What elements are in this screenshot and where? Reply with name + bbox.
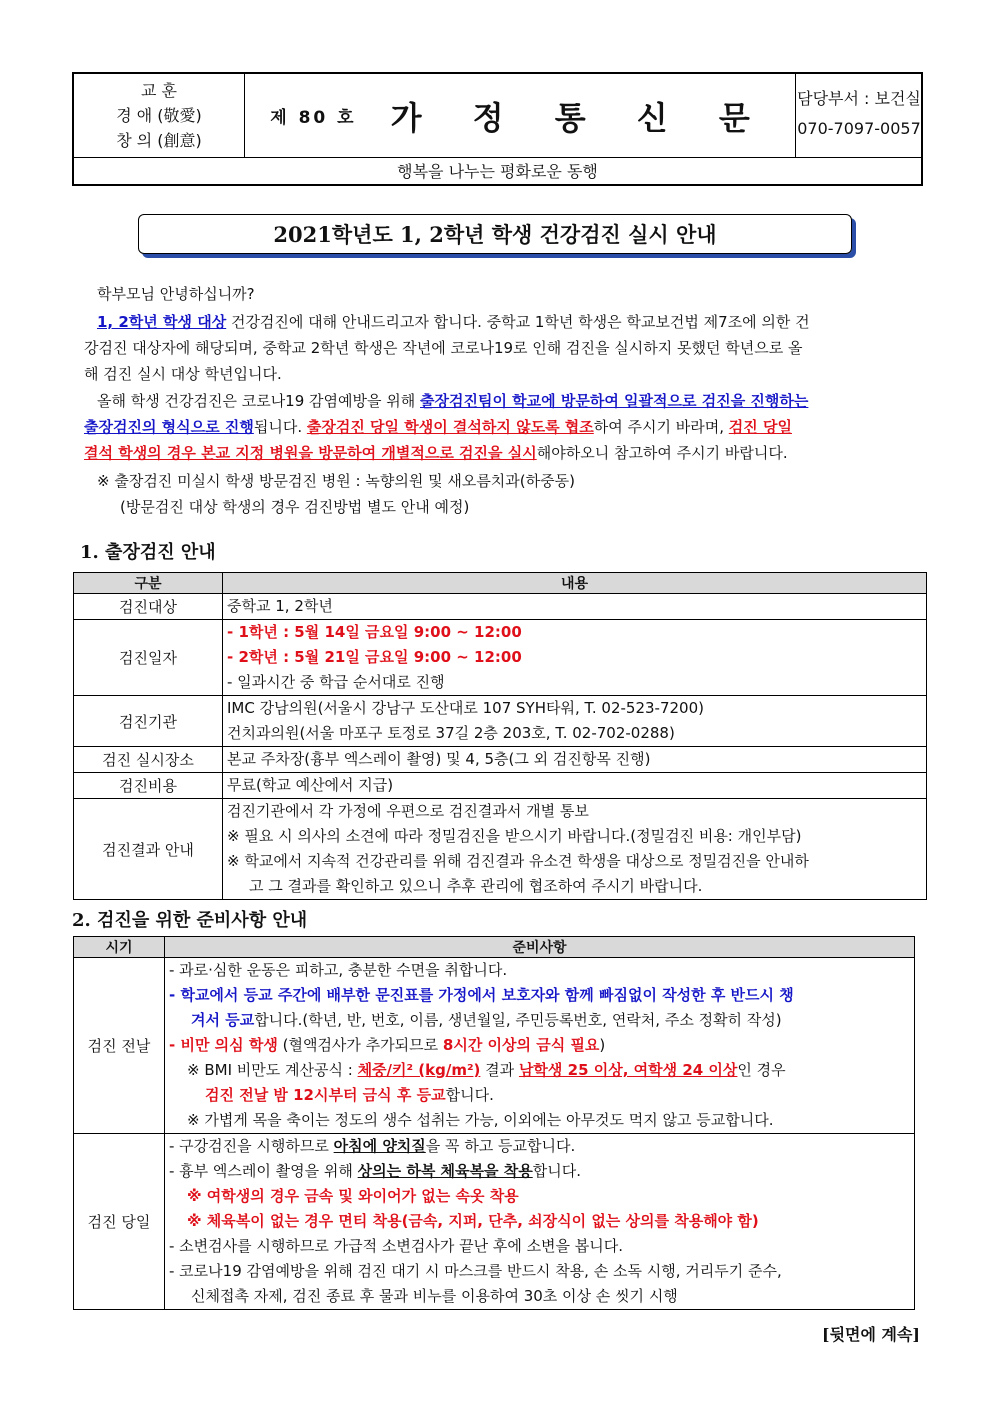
row-label: 검진 전날	[74, 958, 165, 1134]
cell-value: 무료(학교 예산에서 지급)	[223, 773, 927, 799]
prep-line	[169, 1058, 910, 1083]
highlight-underline: 아침에 양치질	[333, 1137, 426, 1155]
prep-line: - 과로·심한 운동은 피하고, 충분한 수면을 취합니다.	[169, 961, 508, 979]
highlight-red: 출장검진 당일 학생이 결석하지 않도록 협조	[306, 418, 594, 436]
highlight-underline: 상의는 하복 체육복을 착용	[357, 1162, 533, 1180]
note-line-2: (방문검진 대상 학생의 경우 검진방법 별도 안내 예정)	[120, 498, 470, 516]
result-line: ※ 학교에서 지속적 건강관리를 위해 검진결과 유소견 학생을 대상으로 정밀검진을 안내하	[227, 852, 809, 870]
intro-line-1	[97, 311, 937, 332]
result-line: 고 그 결과를 확인하고 있으니 추후 관리에 협조하여 주시기 바랍니다.	[249, 877, 703, 895]
continued-note: [뒷면에 계속]	[822, 1325, 920, 1344]
motto-title: 교 훈	[141, 81, 177, 100]
intro-text: 해야하오니 참고하여 주시기 바랍니다.	[536, 444, 788, 462]
intro-text: 됩니다.	[253, 418, 307, 436]
phone-number: 070-7097-0057	[797, 119, 921, 138]
before-cell	[165, 958, 915, 1134]
intro-line-2: 강검진 대상자에 해당되며, 중학교 2학년 학생은 작년에 코로나19로 인해 검진을 실시하지 못했던 학년으로 올	[84, 339, 803, 357]
issue-number: 제 80 호	[270, 108, 357, 128]
highlight-red: 결석 학생의 경우 본교 지정 병원을 방문하여 개별적으로 검진을 실시	[84, 444, 537, 462]
newsletter-name: 가 정 통 신 문	[390, 98, 770, 137]
cell-value: 본교 주차장(흉부 엑스레이 촬영) 및 4, 5층(그 외 검진항목 진행)	[223, 747, 927, 773]
prep-line	[169, 1033, 910, 1058]
row-label: 검진기관	[74, 696, 223, 747]
column-header: 준비사항	[165, 937, 915, 958]
row-label: 검진대상	[74, 594, 223, 620]
department: 담당부서 : 보건실	[797, 89, 921, 108]
motto-line-1: 경 애 (敬愛)	[116, 106, 202, 125]
highlight-red: 검진 전날 밤 12시부터 금식 후 등교	[205, 1086, 446, 1104]
motto-line-2: 창 의 (創意)	[116, 131, 202, 150]
column-header: 시기	[74, 937, 165, 958]
note-line-1: ※ 출장검진 미실시 학생 방문검진 병원 : 녹향의원 및 새오름치과(하중동)	[97, 472, 575, 490]
prep-text: 합니다.	[532, 1162, 581, 1180]
org-line: 건치과의원(서울 마포구 토정로 37길 2층 203호, T. 02-702-0288)	[227, 724, 675, 742]
newsletter-title-cell	[245, 74, 796, 157]
prep-line	[169, 1159, 910, 1184]
prep-line: ※ 체육복이 없는 경우 면티 착용(금속, 지퍼, 단추, 쇠장식이 없는 상의를 착용해야 함)	[187, 1212, 759, 1230]
prep-line: ※ 가볍게 목을 축이는 정도의 생수 섭취는 가능, 이외에는 아무것도 먹지 않고 등교합니다.	[187, 1111, 774, 1129]
date-line: - 일과시간 중 학급 순서대로 진행	[227, 673, 445, 691]
org-line: IMC 강남의원(서울시 강남구 도산대로 107 SYH타워, T. 02-523-7200)	[227, 699, 704, 717]
prep-line: - 코로나19 감염예방을 위해 검진 대기 시 마스크를 반드시 착용, 손 소독 시행, 거리두기 준수,	[169, 1262, 782, 1280]
intro-line-6	[84, 442, 924, 463]
prep-text: )	[599, 1036, 606, 1054]
date-line: - 1학년 : 5월 14일 금요일 9:00 ~ 12:00	[227, 623, 522, 641]
date-line: - 2학년 : 5월 21일 금요일 9:00 ~ 12:00	[227, 648, 522, 666]
cell-value: 중학교 1, 2학년	[223, 594, 927, 620]
prep-text: - 구강검진을 시행하므로	[169, 1137, 334, 1155]
prep-text: 인 경우	[737, 1061, 786, 1079]
highlight-blue: 출장검진의 형식으로 진행	[84, 418, 254, 436]
intro-line-5	[84, 416, 924, 437]
slogan: 행복을 나누는 평화로운 동행	[74, 157, 921, 185]
prep-line: - 학교에서 등교 주간에 배부한 문진표를 가정에서 보호자와 함께 빠짐없이 작성한 후 반드시 챙	[169, 986, 794, 1004]
row-label: 검진결과 안내	[74, 799, 223, 900]
row-label: 검진 당일	[74, 1134, 165, 1310]
department-cell	[795, 74, 923, 157]
newsletter-header	[72, 72, 923, 186]
intro-line-4	[97, 390, 937, 411]
highlight-red: 체중/키² (kg/m²)	[357, 1061, 481, 1079]
prep-text: 합니다.	[445, 1086, 494, 1104]
highlight-red: 검진 당일	[728, 418, 792, 436]
highlight-blue: 겨서 등교	[191, 1011, 255, 1029]
prep-text: ※ BMI 비만도 계산공식 :	[187, 1061, 358, 1079]
school-motto	[74, 74, 245, 157]
preparation-table	[73, 936, 915, 1310]
org-cell	[223, 696, 927, 747]
prep-line: - 소변검사를 시행하므로 가급적 소변검사가 끝난 후에 소변을 봅니다.	[169, 1237, 624, 1255]
result-line: 검진기관에서 각 가정에 우편으로 검진결과서 개별 통보	[227, 802, 589, 820]
prep-text: - 흉부 엑스레이 촬영을 위해	[169, 1162, 358, 1180]
intro-text: 건강검진에 대해 안내드리고자 합니다. 중학교 1학년 학생은 학교보건법 제7조에 의한 건	[226, 313, 810, 331]
column-header: 구분	[74, 573, 223, 594]
highlight-red: - 비만 의심 학생	[169, 1036, 278, 1054]
prep-text: 을 꼭 하고 등교합니다.	[425, 1137, 576, 1155]
column-header: 내용	[223, 573, 927, 594]
page-title: 2021학년도 1, 2학년 학생 건강검진 실시 안내	[138, 214, 852, 254]
greeting: 학부모님 안녕하십니까?	[97, 285, 255, 303]
prep-line: ※ 여학생의 경우 금속 및 와이어가 없는 속옷 착용	[187, 1187, 519, 1205]
day-cell	[165, 1134, 915, 1310]
prep-line: 신체접촉 자제, 검진 종료 후 물과 비누를 이용하여 30초 이상 손 씻기 시행	[191, 1287, 678, 1305]
date-cell	[223, 620, 927, 696]
prep-line	[169, 1134, 910, 1159]
highlight-blue: 출장검진팀이 학교에 방문하여 일괄적으로 검진을 진행하는	[420, 392, 809, 410]
checkup-info-table	[73, 572, 927, 900]
row-label: 검진일자	[74, 620, 223, 696]
prep-text: 합니다.(학년, 반, 번호, 이름, 생년월일, 주민등록번호, 연락처, 주소 정확히 작성)	[254, 1011, 782, 1029]
intro-text: 하여 주시기 바라며,	[593, 418, 729, 436]
intro-text: 올해 학생 건강검진은 코로나19 감염예방을 위해	[97, 392, 421, 410]
section-1-heading: 1. 출장검진 안내	[80, 542, 216, 563]
row-label: 검진비용	[74, 773, 223, 799]
intro-line-3: 해 검진 실시 대상 학년입니다.	[84, 365, 282, 383]
prep-text: (혈액검사가 추가되므로	[277, 1036, 443, 1054]
prep-line	[169, 1083, 910, 1108]
prep-line	[169, 1008, 910, 1033]
section-2-heading: 2. 검진을 위한 준비사항 안내	[72, 910, 308, 931]
result-cell	[223, 799, 927, 900]
row-label: 검진 실시장소	[74, 747, 223, 773]
target-link: 1, 2학년 학생 대상	[97, 313, 227, 331]
highlight-red: 8시간 이상의 금식 필요	[442, 1036, 600, 1054]
highlight-red: 남학생 25 이상, 여학생 24 이상	[518, 1061, 738, 1079]
result-line: ※ 필요 시 의사의 소견에 따라 정밀검진을 받으시기 바랍니다.(정밀검진 비용: 개인부담)	[227, 827, 802, 845]
prep-text: 결과	[480, 1061, 519, 1079]
